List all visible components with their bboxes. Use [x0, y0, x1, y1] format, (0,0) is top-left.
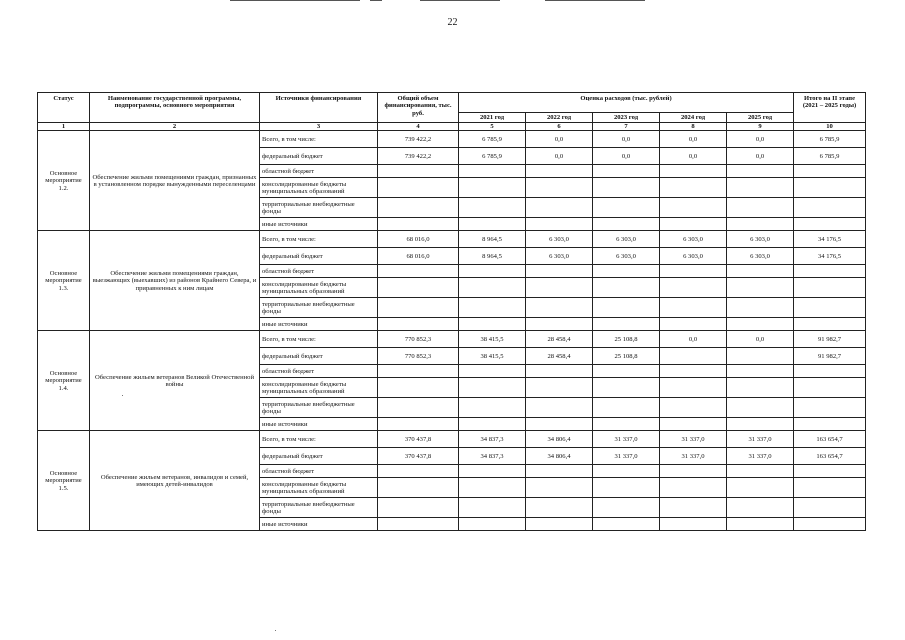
amount-cell — [727, 198, 794, 218]
amount-cell: 770 852,3 — [378, 348, 459, 365]
amount-cell — [660, 298, 727, 318]
amount-cell — [526, 478, 593, 498]
amount-cell: 31 337,0 — [660, 431, 727, 448]
amount-cell: 34 806,4 — [526, 431, 593, 448]
amount-cell — [526, 178, 593, 198]
amount-cell — [378, 178, 459, 198]
amount-cell — [660, 348, 727, 365]
amount-cell — [459, 265, 526, 278]
funding-source: федеральный бюджет — [260, 348, 378, 365]
header-year: 2023 год — [593, 113, 660, 123]
funding-source: иные источники — [260, 318, 378, 331]
amount-cell: 34 176,5 — [794, 231, 866, 248]
amount-cell — [593, 418, 660, 431]
amount-cell — [378, 265, 459, 278]
amount-cell: 38 415,5 — [459, 331, 526, 348]
amount-cell: 739 422,2 — [378, 148, 459, 165]
column-number: 1 — [38, 123, 90, 131]
amount-cell: 0,0 — [727, 331, 794, 348]
funding-source: Всего, в том числе: — [260, 231, 378, 248]
funding-source: Всего, в том числе: — [260, 431, 378, 448]
amount-cell — [593, 298, 660, 318]
amount-cell: 739 422,2 — [378, 131, 459, 148]
amount-cell — [378, 478, 459, 498]
amount-cell: 91 982,7 — [794, 331, 866, 348]
amount-cell — [660, 318, 727, 331]
amount-cell — [593, 478, 660, 498]
amount-cell — [526, 318, 593, 331]
amount-cell — [794, 278, 866, 298]
funding-source: областной бюджет — [260, 265, 378, 278]
amount-cell — [459, 398, 526, 418]
amount-cell — [378, 318, 459, 331]
amount-cell: 6 303,0 — [593, 231, 660, 248]
header-year: 2022 год — [526, 113, 593, 123]
budget-table-body — [38, 131, 866, 531]
header-sources: Источники финансирования — [260, 93, 378, 123]
amount-cell — [593, 378, 660, 398]
amount-cell — [593, 365, 660, 378]
amount-cell: 6 785,9 — [794, 131, 866, 148]
amount-cell — [526, 498, 593, 518]
column-number: 7 — [593, 123, 660, 131]
page-number: 22 — [447, 17, 458, 28]
amount-cell: 34 176,5 — [794, 248, 866, 265]
amount-cell: 31 337,0 — [593, 448, 660, 465]
header-row — [38, 93, 866, 113]
amount-cell — [378, 465, 459, 478]
amount-cell — [459, 498, 526, 518]
amount-cell — [794, 365, 866, 378]
column-number: 8 — [660, 123, 727, 131]
amount-cell — [526, 465, 593, 478]
funding-source: областной бюджет — [260, 165, 378, 178]
amount-cell — [378, 498, 459, 518]
funding-source: федеральный бюджет — [260, 248, 378, 265]
column-number-row — [38, 123, 866, 131]
amount-cell — [593, 178, 660, 198]
amount-cell — [526, 418, 593, 431]
amount-cell — [378, 278, 459, 298]
amount-cell — [660, 518, 727, 531]
amount-cell — [727, 378, 794, 398]
amount-cell: 770 852,3 — [378, 331, 459, 348]
amount-cell: 91 982,7 — [794, 348, 866, 365]
amount-cell — [526, 298, 593, 318]
amount-cell: 6 303,0 — [660, 231, 727, 248]
amount-cell — [660, 378, 727, 398]
amount-cell: 6 303,0 — [526, 248, 593, 265]
header-year: 2024 год — [660, 113, 727, 123]
event-name: Обеспечение жильми помещениями граждан, признанных в установленном порядке вынужденными переселенцами — [90, 131, 260, 231]
amount-cell: 34 837,3 — [459, 431, 526, 448]
amount-cell — [459, 418, 526, 431]
funding-source: областной бюджет — [260, 465, 378, 478]
amount-cell — [794, 378, 866, 398]
budget-table — [37, 92, 866, 531]
amount-cell — [459, 278, 526, 298]
amount-cell — [660, 465, 727, 478]
amount-cell — [727, 498, 794, 518]
amount-cell — [526, 365, 593, 378]
amount-cell: 6 303,0 — [593, 248, 660, 265]
amount-cell — [459, 318, 526, 331]
amount-cell: 34 806,4 — [526, 448, 593, 465]
header-stage-total: Итого на II этапе (2021 – 2025 годы) — [794, 93, 866, 123]
amount-cell — [794, 478, 866, 498]
amount-cell: 0,0 — [593, 148, 660, 165]
amount-cell: 163 654,7 — [794, 448, 866, 465]
funding-source: федеральный бюджет — [260, 148, 378, 165]
amount-cell — [727, 265, 794, 278]
amount-cell: 0,0 — [593, 131, 660, 148]
funding-source: консолидированные бюджеты муниципальных образований — [260, 378, 378, 398]
amount-cell: 8 964,5 — [459, 231, 526, 248]
event-name: Обеспечение жильми помещениями граждан, выезжающих (выехавших) из районов Крайнего Севера, и приравненных к ним лицам — [90, 231, 260, 331]
funding-source: иные источники — [260, 418, 378, 431]
funding-source: территориальные внебюджетные фонды — [260, 298, 378, 318]
amount-cell — [593, 318, 660, 331]
amount-cell — [794, 178, 866, 198]
amount-cell — [378, 298, 459, 318]
amount-cell — [593, 518, 660, 531]
amount-cell — [378, 198, 459, 218]
amount-cell — [378, 365, 459, 378]
amount-cell — [459, 178, 526, 198]
funding-source: Всего, в том числе: — [260, 131, 378, 148]
amount-cell — [660, 418, 727, 431]
funding-source: территориальные внебюджетные фонды — [260, 198, 378, 218]
funding-source: областной бюджет — [260, 365, 378, 378]
amount-cell — [727, 465, 794, 478]
amount-cell — [660, 478, 727, 498]
amount-cell — [593, 198, 660, 218]
amount-cell: 31 337,0 — [593, 431, 660, 448]
header-total-volume: Общий объем финансирования, тыс. руб. — [378, 93, 459, 123]
column-number: 9 — [727, 123, 794, 131]
table-row — [38, 431, 866, 448]
amount-cell — [378, 218, 459, 231]
scan-speck — [122, 395, 123, 396]
table-row — [38, 331, 866, 348]
amount-cell — [459, 298, 526, 318]
funding-source: Всего, в том числе: — [260, 331, 378, 348]
amount-cell — [459, 478, 526, 498]
amount-cell: 6 785,9 — [794, 148, 866, 165]
amount-cell: 25 108,8 — [593, 348, 660, 365]
amount-cell: 6 303,0 — [727, 248, 794, 265]
amount-cell — [526, 265, 593, 278]
amount-cell — [794, 298, 866, 318]
amount-cell — [727, 518, 794, 531]
amount-cell — [727, 318, 794, 331]
amount-cell: 8 964,5 — [459, 248, 526, 265]
amount-cell — [660, 265, 727, 278]
amount-cell — [794, 498, 866, 518]
amount-cell — [526, 378, 593, 398]
table-row — [38, 131, 866, 148]
amount-cell — [794, 418, 866, 431]
header-status: Статус — [38, 93, 90, 123]
amount-cell: 6 303,0 — [660, 248, 727, 265]
funding-source: иные источники — [260, 518, 378, 531]
header-estimate: Оценка расходов (тыс. рублей) — [459, 93, 794, 113]
column-number: 2 — [90, 123, 260, 131]
amount-cell: 31 337,0 — [660, 448, 727, 465]
amount-cell: 6 303,0 — [526, 231, 593, 248]
amount-cell: 6 303,0 — [727, 231, 794, 248]
amount-cell — [727, 398, 794, 418]
amount-cell — [459, 365, 526, 378]
column-number: 6 — [526, 123, 593, 131]
amount-cell: 68 016,0 — [378, 231, 459, 248]
amount-cell: 38 415,5 — [459, 348, 526, 365]
amount-cell — [794, 465, 866, 478]
amount-cell — [660, 398, 727, 418]
amount-cell — [526, 278, 593, 298]
amount-cell: 370 437,8 — [378, 431, 459, 448]
column-number: 4 — [378, 123, 459, 131]
amount-cell — [378, 398, 459, 418]
amount-cell — [526, 398, 593, 418]
event-name: Обеспечение жильем ветеранов, инвалидов и семей, имеющих детей-инвалидов — [90, 431, 260, 531]
amount-cell — [727, 178, 794, 198]
amount-cell: 28 458,4 — [526, 331, 593, 348]
amount-cell — [526, 218, 593, 231]
amount-cell — [660, 365, 727, 378]
event-name: Обеспечение жильем ветеранов Великой Отечественной войны — [90, 331, 260, 431]
column-number: 5 — [459, 123, 526, 131]
scan-speck — [275, 630, 276, 631]
header-name: Наименование государственной программы, подпрограммы, основного мероприятия — [90, 93, 260, 123]
amount-cell — [660, 178, 727, 198]
amount-cell: 0,0 — [660, 131, 727, 148]
amount-cell: 0,0 — [526, 148, 593, 165]
amount-cell — [794, 265, 866, 278]
amount-cell — [727, 278, 794, 298]
amount-cell: 370 437,8 — [378, 448, 459, 465]
scan-edge — [0, 0, 905, 2]
funding-source: территориальные внебюджетные фонды — [260, 398, 378, 418]
amount-cell: 31 337,0 — [727, 448, 794, 465]
amount-cell — [727, 348, 794, 365]
amount-cell — [727, 365, 794, 378]
amount-cell: 25 108,8 — [593, 331, 660, 348]
amount-cell: 0,0 — [727, 131, 794, 148]
amount-cell — [727, 165, 794, 178]
amount-cell — [459, 518, 526, 531]
amount-cell — [526, 518, 593, 531]
funding-source: консолидированные бюджеты муниципальных образований — [260, 278, 378, 298]
amount-cell — [727, 298, 794, 318]
amount-cell — [794, 318, 866, 331]
amount-cell: 6 785,9 — [459, 148, 526, 165]
amount-cell — [660, 165, 727, 178]
amount-cell: 6 785,9 — [459, 131, 526, 148]
amount-cell — [593, 265, 660, 278]
event-status: Основное мероприятие 1.3. — [38, 231, 90, 331]
amount-cell: 68 016,0 — [378, 248, 459, 265]
amount-cell — [593, 465, 660, 478]
amount-cell: 28 458,4 — [526, 348, 593, 365]
header-year: 2021 год — [459, 113, 526, 123]
event-status: Основное мероприятие 1.4. — [38, 331, 90, 431]
amount-cell — [459, 378, 526, 398]
funding-source: территориальные внебюджетные фонды — [260, 498, 378, 518]
event-status: Основное мероприятие 1.5. — [38, 431, 90, 531]
funding-source: иные источники — [260, 218, 378, 231]
amount-cell: 0,0 — [727, 148, 794, 165]
column-number: 3 — [260, 123, 378, 131]
amount-cell — [794, 198, 866, 218]
amount-cell: 34 837,3 — [459, 448, 526, 465]
amount-cell — [660, 218, 727, 231]
funding-source: консолидированные бюджеты муниципальных образований — [260, 178, 378, 198]
amount-cell — [459, 165, 526, 178]
header-year: 2025 год — [727, 113, 794, 123]
amount-cell: 0,0 — [660, 331, 727, 348]
amount-cell — [794, 398, 866, 418]
amount-cell — [593, 165, 660, 178]
amount-cell — [378, 418, 459, 431]
amount-cell — [526, 165, 593, 178]
amount-cell — [593, 398, 660, 418]
amount-cell — [526, 198, 593, 218]
event-status: Основное мероприятие 1.2. — [38, 131, 90, 231]
table-row — [38, 231, 866, 248]
amount-cell — [378, 378, 459, 398]
funding-source: консолидированные бюджеты муниципальных образований — [260, 478, 378, 498]
amount-cell — [660, 278, 727, 298]
amount-cell: 31 337,0 — [727, 431, 794, 448]
amount-cell — [727, 418, 794, 431]
amount-cell — [593, 498, 660, 518]
amount-cell — [727, 218, 794, 231]
amount-cell — [378, 165, 459, 178]
amount-cell — [660, 498, 727, 518]
amount-cell — [459, 198, 526, 218]
amount-cell: 163 654,7 — [794, 431, 866, 448]
funding-source: федеральный бюджет — [260, 448, 378, 465]
amount-cell: 0,0 — [660, 148, 727, 165]
amount-cell — [660, 198, 727, 218]
amount-cell: 0,0 — [526, 131, 593, 148]
amount-cell — [727, 478, 794, 498]
amount-cell — [794, 518, 866, 531]
amount-cell — [794, 165, 866, 178]
amount-cell — [593, 278, 660, 298]
amount-cell — [794, 218, 866, 231]
amount-cell — [459, 465, 526, 478]
amount-cell — [378, 518, 459, 531]
column-number: 10 — [794, 123, 866, 131]
amount-cell — [593, 218, 660, 231]
amount-cell — [459, 218, 526, 231]
